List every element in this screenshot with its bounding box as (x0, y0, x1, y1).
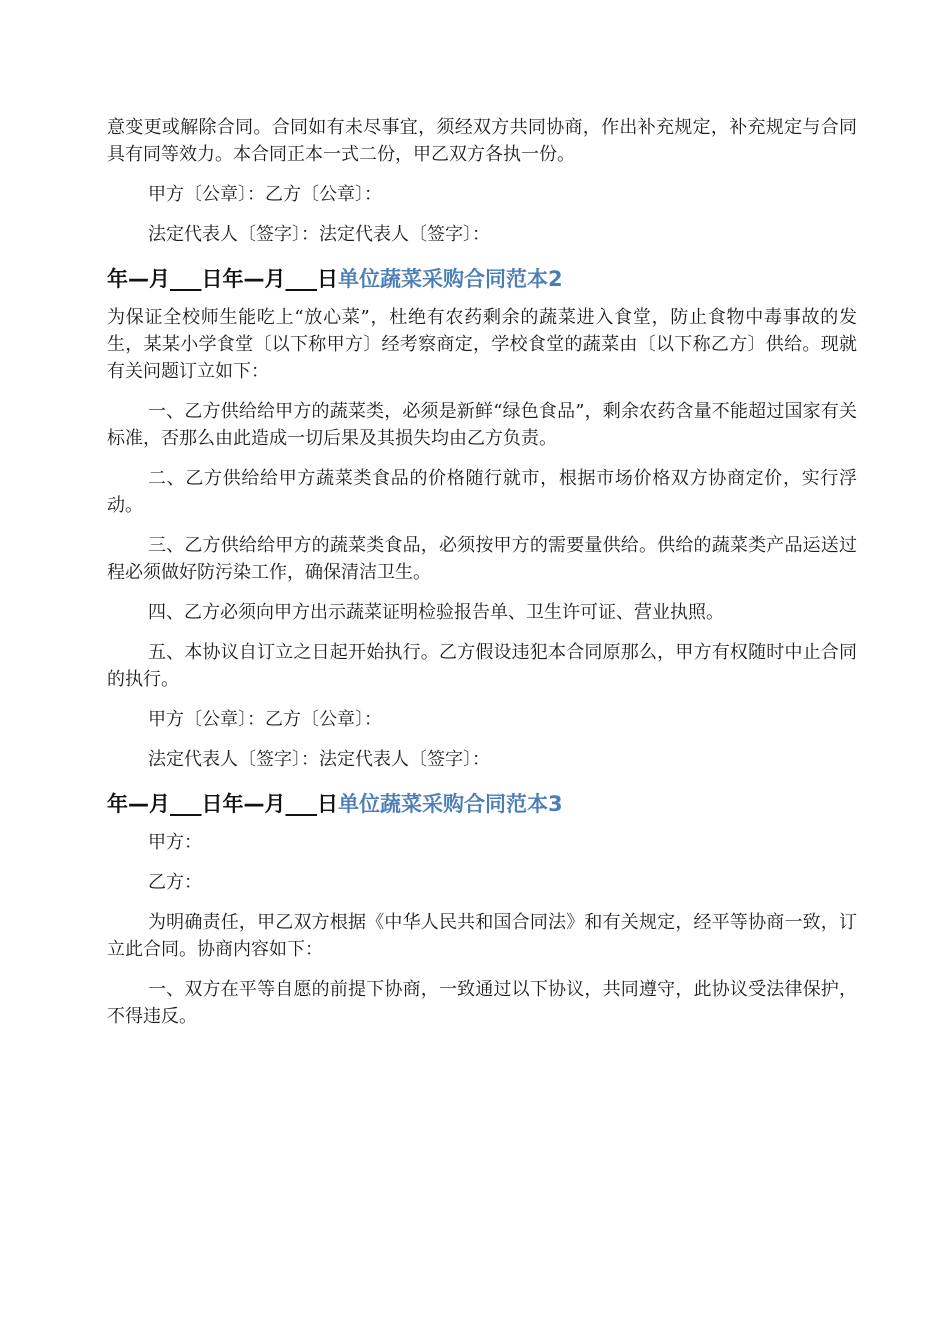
section2-representative-line: 法定代表人〔签字〕：法定代表人〔签字〕： (148, 749, 490, 770)
top-paragraph: 意变更或解除合同。合同如有未尽事宜，须经双方共同协商，作出补充规定，补充规定与合同具有同等效力。本合同正本一式二份，甲乙双方各执一份。 (107, 117, 857, 165)
section2-item-2: 二、乙方供给给甲方蔬菜类食品的价格随行就市，根据市场价格双方协商定价，实行浮动。 (107, 468, 857, 516)
seal-line: 甲方〔公章〕：乙方〔公章〕： (148, 184, 382, 205)
section2-item-3: 三、乙方供给给甲方的蔬菜类食品，必须按甲方的需要量供给。供给的蔬菜类产品运送过程必须做好防污染工作，确保清洁卫生。 (107, 535, 857, 583)
section2-item-5: 五、本协议自订立之日起开始执行。乙方假设违犯本合同原那么，甲方有权随时中止合同的执行。 (107, 642, 857, 690)
representative-line: 法定代表人〔签字〕：法定代表人〔签字〕： (148, 224, 490, 245)
section2-item-1: 一、乙方供给给甲方的蔬菜类，必须是新鲜“绿色食品”，剩余农药含量不能超过国家有关标准，否那么由此造成一切后果及其损失均由乙方负责。 (107, 401, 857, 449)
heading-title: 单位蔬菜采购合同范本2 (338, 267, 563, 291)
section3-party-b: 乙方： (148, 872, 202, 893)
section3-party-a: 甲方： (148, 832, 202, 853)
section3-item-1: 一、双方在平等自愿的前提下协商，一致通过以下协议，共同遵守，此协议受法律保护，不得违反。 (107, 979, 857, 1027)
heading-title: 单位蔬菜采购合同范本3 (338, 792, 563, 816)
heading-date: 年—月___日年—月___日 (107, 792, 338, 816)
section2-intro: 为保证全校师生能吃上“放心菜”，杜绝有农药剩余的蔬菜进入食堂，防止食物中毒事故的发生，某某小学食堂〔以下称甲方〕经考察商定，学校食堂的蔬菜由〔以下称乙方〕供给。现就有关问题订立如下： (107, 307, 857, 382)
section-heading-2 (107, 264, 857, 294)
document-page (107, 114, 857, 1030)
section2-seal-line: 甲方〔公章〕：乙方〔公章〕： (148, 709, 382, 730)
section3-intro: 为明确责任，甲乙双方根据《中华人民共和国合同法》和有关规定，经平等协商一致，订立此合同。协商内容如下： (107, 912, 857, 960)
section2-item-4: 四、乙方必须向甲方出示蔬菜证明检验报告单、卫生许可证、营业执照。 (148, 602, 724, 623)
section-heading-3 (107, 789, 857, 819)
heading-date: 年—月___日年—月___日 (107, 267, 338, 291)
